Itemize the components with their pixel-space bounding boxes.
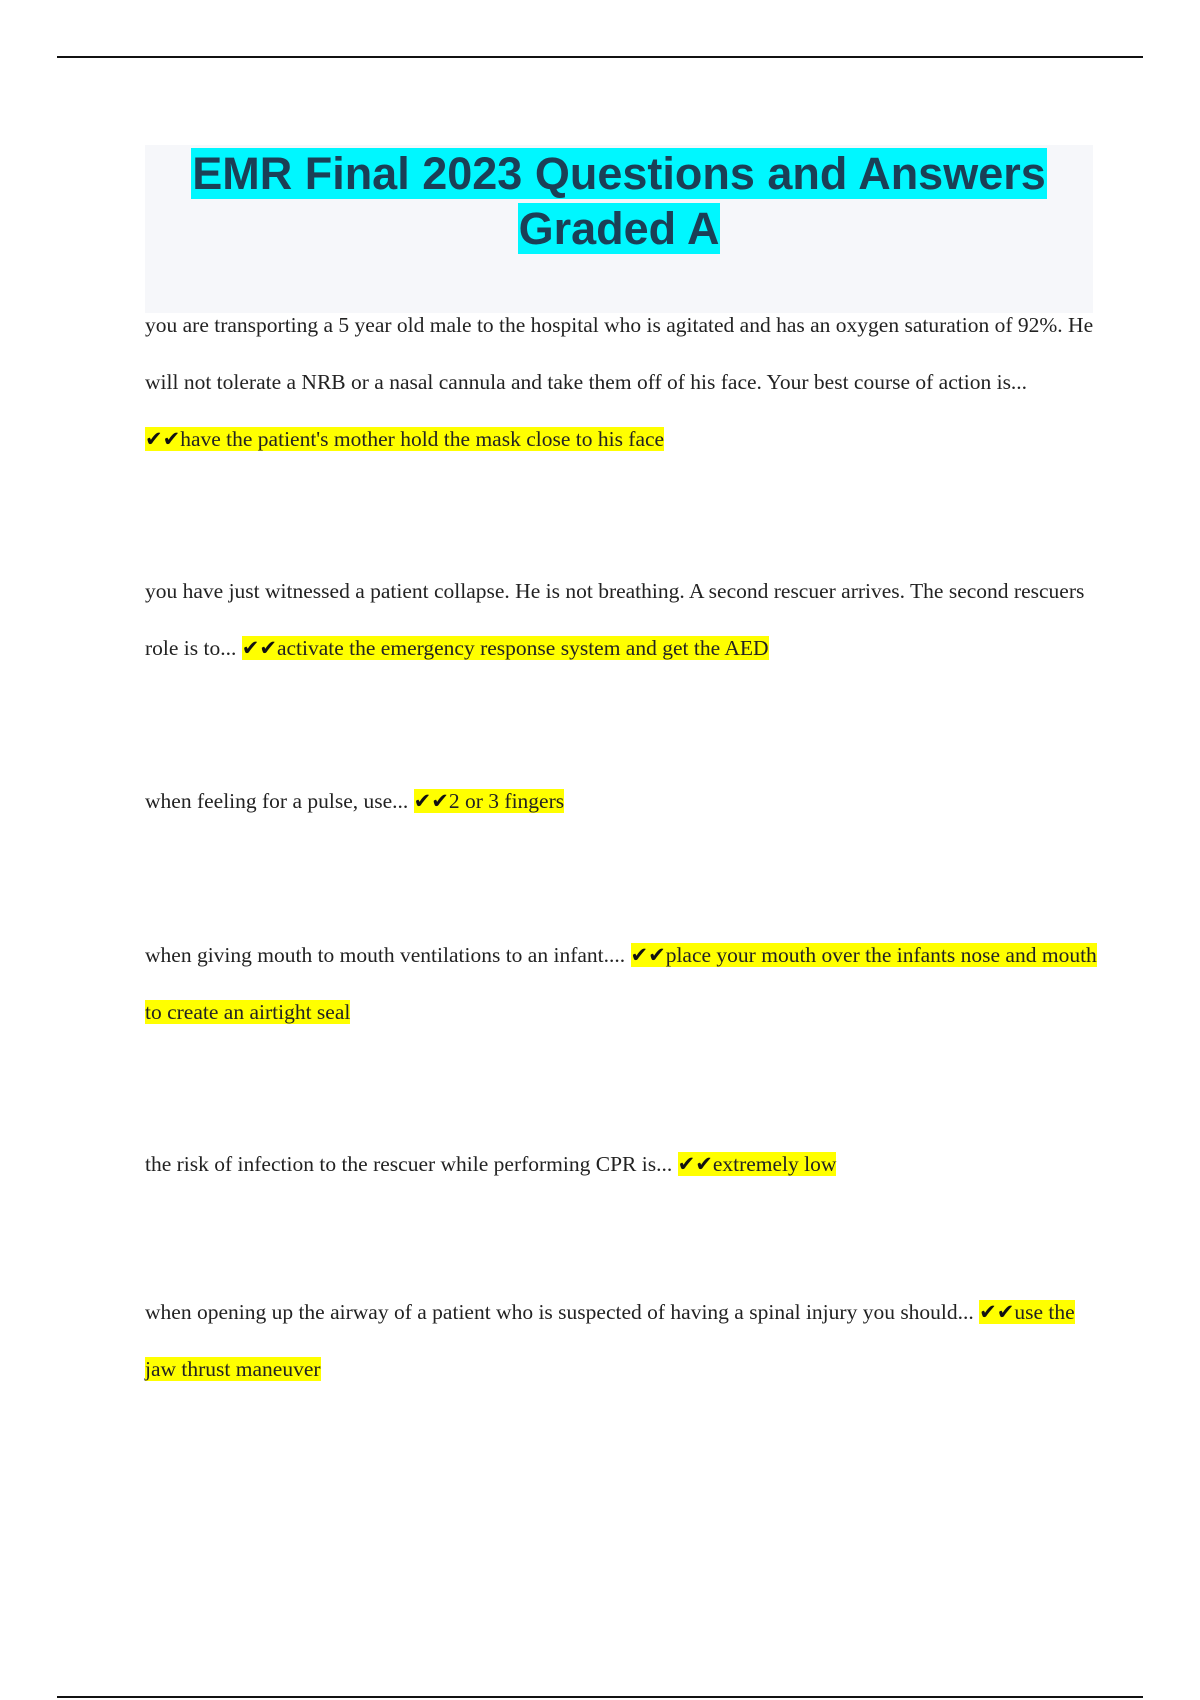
- question-text: when giving mouth to mouth ventilations to an infant....: [145, 943, 631, 967]
- question-text: when feeling for a pulse, use...: [145, 789, 414, 813]
- answer-text: use the jaw thrust maneuver: [145, 1300, 1075, 1381]
- answer-text: place your mouth over the infants nose and mouth to create an airtight seal: [145, 943, 1097, 1024]
- check-mark-icon: ✔✔: [145, 427, 181, 451]
- check-mark-icon: ✔✔: [413, 789, 449, 813]
- qa-item-4: [145, 927, 1105, 1041]
- answer-highlight: [678, 1152, 837, 1176]
- answer-highlight: [145, 427, 664, 451]
- question-text: when opening up the airway of a patient who is suspected of having a spinal injury you should...: [145, 1300, 980, 1324]
- qa-item-5: [145, 1136, 1105, 1193]
- answer-highlight: [242, 636, 769, 660]
- qa-item-1: [145, 297, 1105, 468]
- answer-highlight: [414, 789, 564, 813]
- question-text: you have just witnessed a patient collapse. He is not breathing. A second rescuer arrives. The second rescuers role is to...: [145, 579, 1085, 660]
- check-mark-icon: ✔✔: [241, 636, 277, 660]
- answer-text: activate the emergency response system and get the AED: [276, 636, 769, 660]
- answer-text: 2 or 3 fingers: [448, 789, 565, 813]
- document-title: EMR Final 2023 Questions and Answers Graded A: [192, 148, 1046, 254]
- check-mark-icon: ✔✔: [979, 1300, 1015, 1324]
- question-text: the risk of infection to the rescuer while performing CPR is...: [145, 1152, 678, 1176]
- bottom-rule: [57, 1696, 1143, 1698]
- check-mark-icon: ✔✔: [677, 1152, 713, 1176]
- answer-text: have the patient's mother hold the mask close to his face: [180, 427, 665, 451]
- qa-item-2: [145, 563, 1105, 677]
- qa-item-3: [145, 773, 1105, 830]
- answer-text: extremely low: [712, 1152, 837, 1176]
- check-mark-icon: ✔✔: [630, 943, 666, 967]
- question-text: you are transporting a 5 year old male to the hospital who is agitated and has an oxygen saturation of 92%. He will not tolerate a NRB or a nasal cannula and take them off of his face. Your best course of action is...: [145, 313, 1094, 394]
- qa-item-6: [145, 1284, 1105, 1398]
- top-rule: [57, 56, 1143, 58]
